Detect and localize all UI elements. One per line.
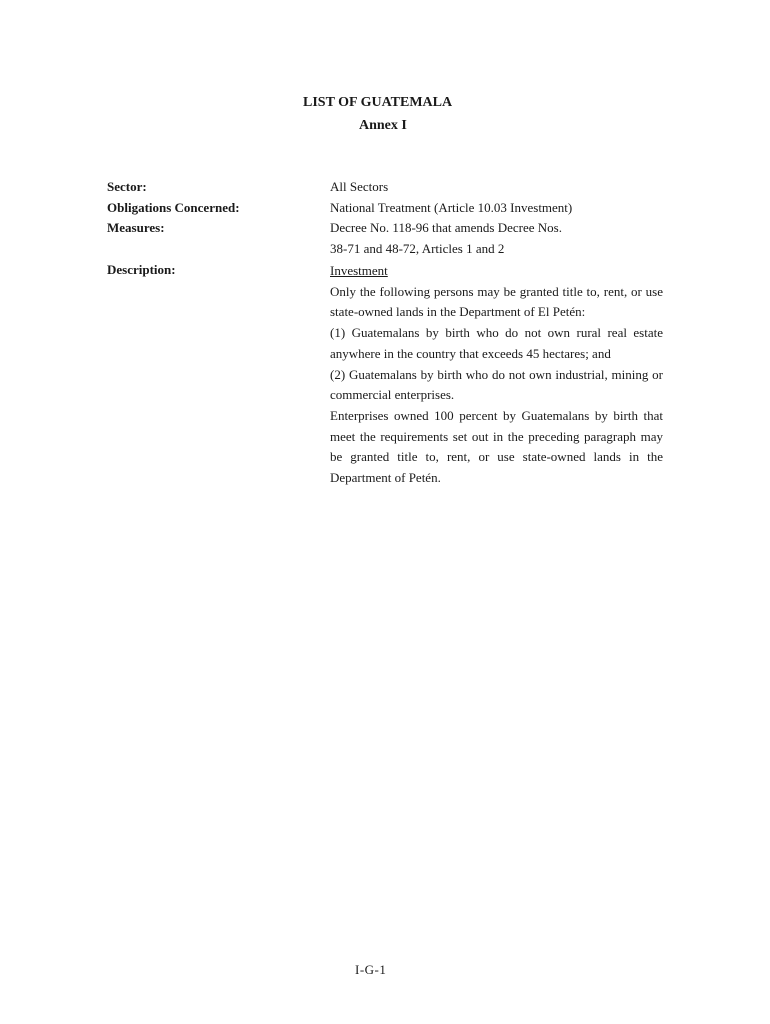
description-label: Description: bbox=[107, 262, 176, 277]
sector-value: All Sectors bbox=[330, 179, 389, 194]
description-paragraph-2: Enterprises owned 100 percent by Guatemalans by birth that meet the requirements set out in the preceding paragraph may be granted title to, rent, or use state-owned lands in the Department of Petén. bbox=[330, 407, 663, 486]
description-body bbox=[330, 261, 663, 489]
measures-label: Measures: bbox=[107, 220, 165, 235]
document-title: LIST OF GUATEMALA bbox=[303, 95, 453, 110]
sector-label: Sector: bbox=[107, 179, 147, 194]
description-item-1: (1) Guatemalans by birth who do not own rural real estate anywhere in the country that exceeds 45 hectares; and bbox=[330, 325, 663, 361]
obligations-label: Obligations Concerned: bbox=[107, 200, 240, 215]
obligations-value: National Treatment (Article 10.03 Investment) bbox=[330, 200, 573, 215]
document-subtitle: Annex I bbox=[359, 118, 407, 133]
description-heading: Investment bbox=[330, 263, 388, 278]
measures-line-2: 38-71 and 48-72, Articles 1 and 2 bbox=[330, 241, 505, 256]
description-paragraph-1: Only the following persons may be granted title to, rent, or use state-owned lands in the Department of El Petén: bbox=[330, 283, 663, 320]
description-item-2: (2) Guatemalans by birth who do not own industrial, mining or commercial enterprises. bbox=[330, 366, 663, 403]
measures-line-1: Decree No. 118-96 that amends Decree Nos. bbox=[330, 220, 562, 235]
page-number: I-G-1 bbox=[355, 962, 387, 977]
